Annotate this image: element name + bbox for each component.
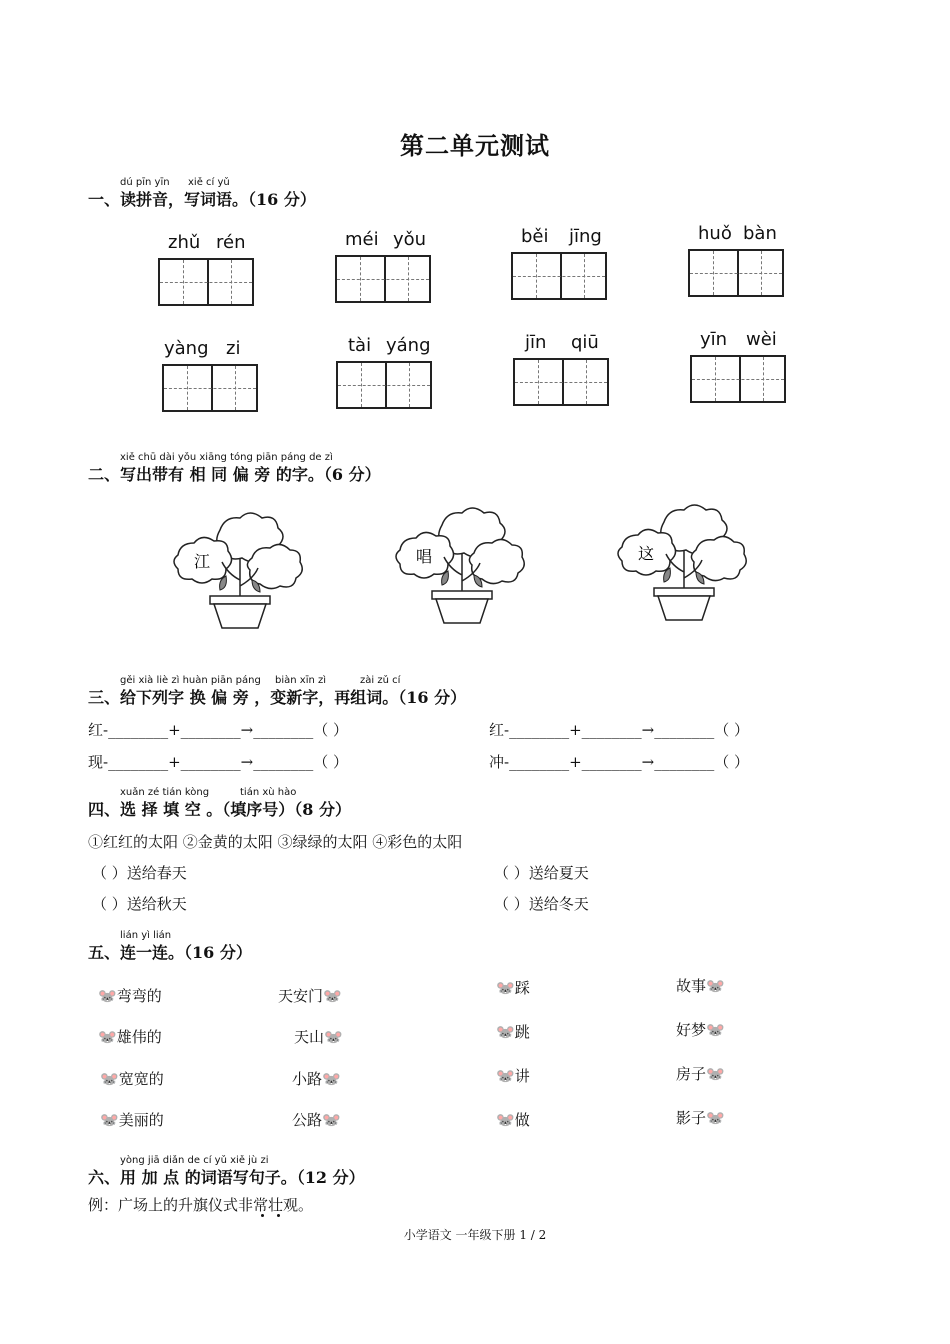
section-2-heading: 二、 xiě chū dài yǒu xiāng tóng piān páng de zì 写出带有 相 同 偏 旁 的字。（6 分） — [88, 452, 381, 484]
page-footer: 小学语文 一年级下册 1 / 2 — [403, 1228, 547, 1242]
pot-char-2: 唱 — [415, 547, 433, 566]
mouse-icon: 🐭 — [496, 1111, 515, 1129]
match-right-2-1[interactable]: 故事🐭 — [676, 977, 725, 995]
section-4-heading: 四、 xuǎn zé tián kòng tián xù hào 选 择 填 空 。（填序号）（8 分） — [88, 787, 352, 819]
section-3-heading: 三、 gěi xià liè zì huàn piān páng biàn xīn zì zài zǔ cí 给下列字 换 偏 旁 ，变新字，再组词。（16 分） — [88, 675, 467, 707]
example-sentence: 例：广场上的升旗仪式非常壮观。 — [88, 1196, 314, 1214]
match-right-1-2[interactable]: 天山🐭 — [294, 1028, 343, 1046]
match-right-2-4[interactable]: 影子🐭 — [676, 1109, 725, 1127]
match-left-2-3[interactable]: 🐭讲 — [496, 1067, 530, 1085]
match-left-1-2[interactable]: 🐭雄伟的 — [98, 1028, 162, 1046]
section-5-pinyin: lián yì lián — [120, 930, 172, 941]
mouse-icon: 🐭 — [100, 1070, 119, 1088]
section-1-pinyin-b: xiě cí yǔ — [188, 177, 230, 188]
page-title: 第二单元测试 — [400, 131, 550, 160]
section-5-heading: 五、 lián yì lián 连一连。（16 分） — [88, 930, 252, 962]
mouse-icon: 🐭 — [496, 979, 515, 997]
mouse-icon: 🐭 — [496, 1023, 515, 1041]
mouse-icon: 🐭 — [706, 1065, 725, 1083]
section-6-pinyin: yòng jiā diǎn de cí yǔ xiě jù zi — [120, 1155, 269, 1166]
mouse-icon: 🐭 — [706, 1021, 725, 1039]
section-6-heading: 六、 yòng jiā diǎn de cí yǔ xiě jù zi 用 加 点 的词语写句子。（12 分） — [88, 1155, 365, 1187]
match-right-1-4[interactable]: 公路🐭 — [292, 1111, 341, 1129]
match-right-1-1[interactable]: 天安门🐭 — [278, 987, 342, 1005]
s3-line-left-1[interactable]: 红-________+________→________（ ） — [88, 721, 348, 739]
match-right-2-2[interactable]: 好梦🐭 — [676, 1021, 725, 1039]
s4-item-summer[interactable]: （ ）送给夏天 — [494, 864, 589, 882]
s4-item-autumn[interactable]: （ ）送给秋天 — [92, 895, 187, 913]
section-3-pinyin-b: biàn xīn zì — [275, 675, 327, 686]
flower-pot-1 — [170, 510, 310, 635]
mouse-icon: 🐭 — [100, 1111, 119, 1129]
flower-pot-2 — [392, 505, 532, 630]
mouse-icon: 🐭 — [706, 977, 725, 995]
match-left-1-3[interactable]: 🐭宽宽的 — [100, 1070, 164, 1088]
flower-pot-3 — [614, 502, 754, 627]
section-1-heading: 一、 dú pīn yīn xiě cí yǔ 读拼音，写词语。（16 分） — [88, 177, 316, 209]
mouse-icon: 🐭 — [496, 1067, 515, 1085]
mouse-icon: 🐭 — [322, 1070, 341, 1088]
pot-char-3: 这 — [637, 544, 655, 563]
pot-char-1: 江 — [193, 552, 211, 571]
match-left-1-1[interactable]: 🐭弯弯的 — [98, 987, 162, 1005]
section-3-pinyin-a: gěi xià liè zì huàn piān páng — [120, 675, 261, 686]
section-1-pinyin-a: dú pīn yīn — [120, 177, 170, 188]
emphasis-dot — [277, 1214, 280, 1217]
s4-item-spring[interactable]: （ ）送给春天 — [92, 864, 187, 882]
section-3-pinyin-c: zài zǔ cí — [360, 675, 401, 686]
mouse-icon: 🐭 — [324, 1028, 343, 1046]
section-4-pinyin-b: tián xù hào — [240, 787, 297, 798]
match-left-2-4[interactable]: 🐭做 — [496, 1111, 530, 1129]
mouse-icon: 🐭 — [706, 1109, 725, 1127]
match-left-2-2[interactable]: 🐭跳 — [496, 1023, 530, 1041]
mouse-icon: 🐭 — [322, 1111, 341, 1129]
match-left-1-4[interactable]: 🐭美丽的 — [100, 1111, 164, 1129]
s4-options: ①红红的太阳 ②金黄的太阳 ③绿绿的太阳 ④彩色的太阳 — [88, 833, 463, 851]
s3-line-right-2[interactable]: 冲-________+________→________（ ） — [489, 753, 749, 771]
s4-item-winter[interactable]: （ ）送给冬天 — [494, 895, 589, 913]
mouse-icon: 🐭 — [323, 987, 342, 1005]
emphasis-dot — [261, 1214, 264, 1217]
s3-line-right-1[interactable]: 红-________+________→________（ ） — [489, 721, 749, 739]
mouse-icon: 🐭 — [98, 987, 117, 1005]
section-2-pinyin: xiě chū dài yǒu xiāng tóng piān páng de zì — [120, 452, 333, 463]
match-left-2-1[interactable]: 🐭踩 — [496, 979, 530, 997]
match-right-1-3[interactable]: 小路🐭 — [292, 1070, 341, 1088]
mouse-icon: 🐭 — [98, 1028, 117, 1046]
match-right-2-3[interactable]: 房子🐭 — [676, 1065, 725, 1083]
section-4-pinyin-a: xuǎn zé tián kòng — [120, 787, 210, 798]
s3-line-left-2[interactable]: 现-________+________→________（ ） — [88, 753, 348, 771]
